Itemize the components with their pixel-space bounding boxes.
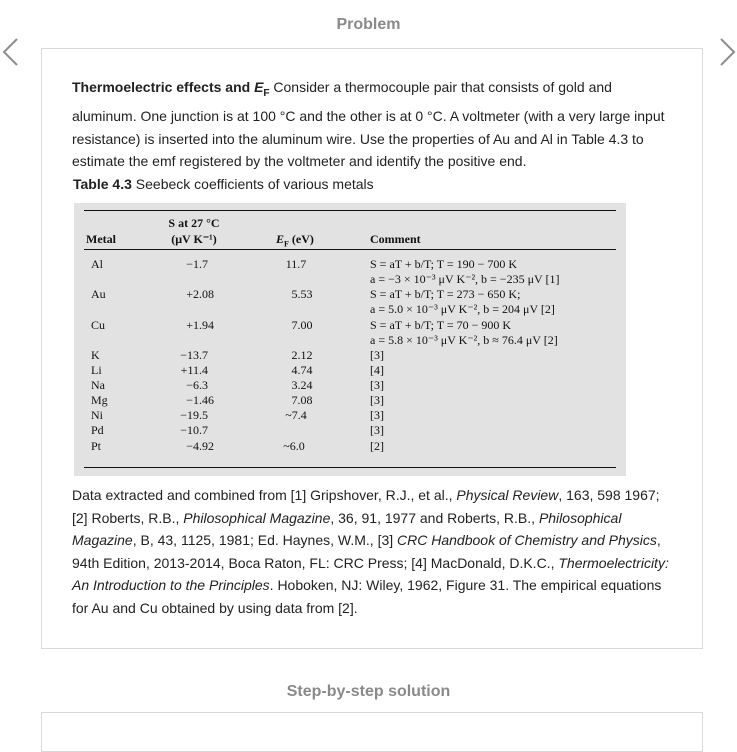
table-bottom-rule — [84, 467, 616, 468]
cell-comment-line1: [3] — [370, 393, 384, 407]
solution-title: Step-by-step solution — [286, 683, 451, 700]
chevron-left-icon — [0, 36, 24, 68]
cell-s: −13.7 — [180, 348, 208, 362]
cell-metal: Cu — [91, 318, 106, 332]
table-header-rule — [84, 249, 616, 250]
cell-s: −10.7 — [180, 423, 208, 437]
col-header-comment: Comment — [370, 232, 421, 246]
cell-metal: Na — [91, 378, 105, 392]
cell-s: −1.7 — [186, 257, 208, 271]
cell-comment-line1: [3] — [370, 378, 384, 392]
cell-s: −1.46 — [186, 393, 214, 407]
cell-ef: 7.08 — [291, 393, 313, 407]
cell-comment-line1: [4] — [370, 363, 384, 377]
cell-metal: Li — [91, 363, 102, 377]
cell-metal: Pd — [91, 423, 104, 437]
cell-metal: K — [91, 348, 100, 362]
cell-s: −6.3 — [186, 378, 208, 392]
prev-problem-button[interactable] — [0, 36, 24, 68]
table-top-rule — [84, 210, 616, 211]
cell-comment-line1: S = aT + b/T; T = 70 − 900 K — [370, 318, 512, 332]
chevron-right-icon — [714, 36, 737, 68]
next-problem-button[interactable] — [714, 36, 737, 68]
cell-metal: Ni — [91, 408, 103, 422]
cell-s: +11.4 — [180, 363, 208, 377]
cell-metal: Pt — [91, 439, 102, 453]
cell-ef: ~6.0 — [283, 439, 305, 453]
col-header-metal: Metal — [86, 232, 116, 246]
col-header-ef: $E_F$ (eV) — [276, 232, 314, 249]
cell-comment-line1: S = aT + b/T; T = 273 − 650 K; — [370, 287, 521, 301]
cell-ef: 4.74 — [291, 363, 313, 377]
cell-comment-line1: S = aT + b/T; T = 190 − 700 K — [370, 257, 518, 271]
cell-ef: 5.53 — [291, 287, 313, 301]
cell-comment-line1: [2] — [370, 439, 384, 453]
cell-metal: Au — [91, 287, 106, 301]
seebeck-table — [74, 203, 626, 476]
cell-comment-line2: a = 5.8 × 10⁻³ μV K⁻², b ≈ 76.4 μV [2] — [370, 333, 558, 347]
col-header-s-line2: (μV K⁻¹) — [171, 232, 217, 246]
cell-ef: 2.12 — [291, 348, 313, 362]
cell-ef: 11.7 — [285, 257, 307, 271]
cell-comment-line1: [3] — [370, 423, 384, 437]
cell-s: +2.08 — [186, 287, 214, 301]
cell-s: −19.5 — [180, 408, 208, 422]
problem-statement — [72, 76, 672, 173]
table-caption: Table 4.3 Seebeck coefficients of various metals — [73, 176, 374, 192]
cell-comment-line2: a = −3 × 10⁻³ μV K⁻², b = −235 μV [1] — [370, 272, 560, 286]
cell-metal: Al — [91, 257, 103, 271]
cell-ef: 7.00 — [291, 318, 313, 332]
problem-text: Consider a thermocouple pair that consists of gold and aluminum. One junction is at 100 °C and the other is at 0 °C. A voltmeter (with a very large input resistance) is inserted into the aluminum wire. Use the properties of Au and Al in Table 4.3 to estimate the emf registered by the voltmeter and identify the positive end. — [72, 79, 665, 170]
cell-metal: Mg — [91, 393, 108, 407]
problem-title: Thermoelectric effects and $E_F$ — [72, 79, 270, 99]
cell-s: +1.94 — [186, 318, 214, 332]
cell-ef: 3.24 — [291, 378, 313, 392]
cell-comment-line2: a = 5.0 × 10⁻³ μV K⁻², b = 204 μV [2] — [370, 302, 555, 316]
cell-comment-line1: [3] — [370, 348, 384, 362]
problem-card — [41, 48, 703, 649]
table-footnote: Data extracted and combined from [1] Gripshover, R.J., et al., Physical Review, 163, 598 1967; [2] Roberts, R.B., Philosophical Magazine, 36, 91, 1977 and Roberts, R.B., Philosophical Magazine, B, 43, 1125, 1981; Ed. Haynes, W.M., [3] CRC Handbook of Chemistry and Physics, 94th Edition, 2013-2014, Boca Raton, FL: CRC Press; [4] MacDonald, D.K.C., Thermoelectricity: An Introduction to the Principles. Hoboken, NJ: Wiley, 1962, Figure 31. The empirical equations for Au and Cu obtained by using data from [2]. — [72, 487, 669, 616]
col-header-s-line1: S at 27 °C — [168, 216, 220, 230]
cell-ef: ~7.4 — [285, 408, 307, 422]
solution-card — [41, 712, 703, 752]
cell-s: −4.92 — [186, 439, 214, 453]
page-title: Problem — [336, 16, 401, 33]
cell-comment-line1: [3] — [370, 408, 384, 422]
